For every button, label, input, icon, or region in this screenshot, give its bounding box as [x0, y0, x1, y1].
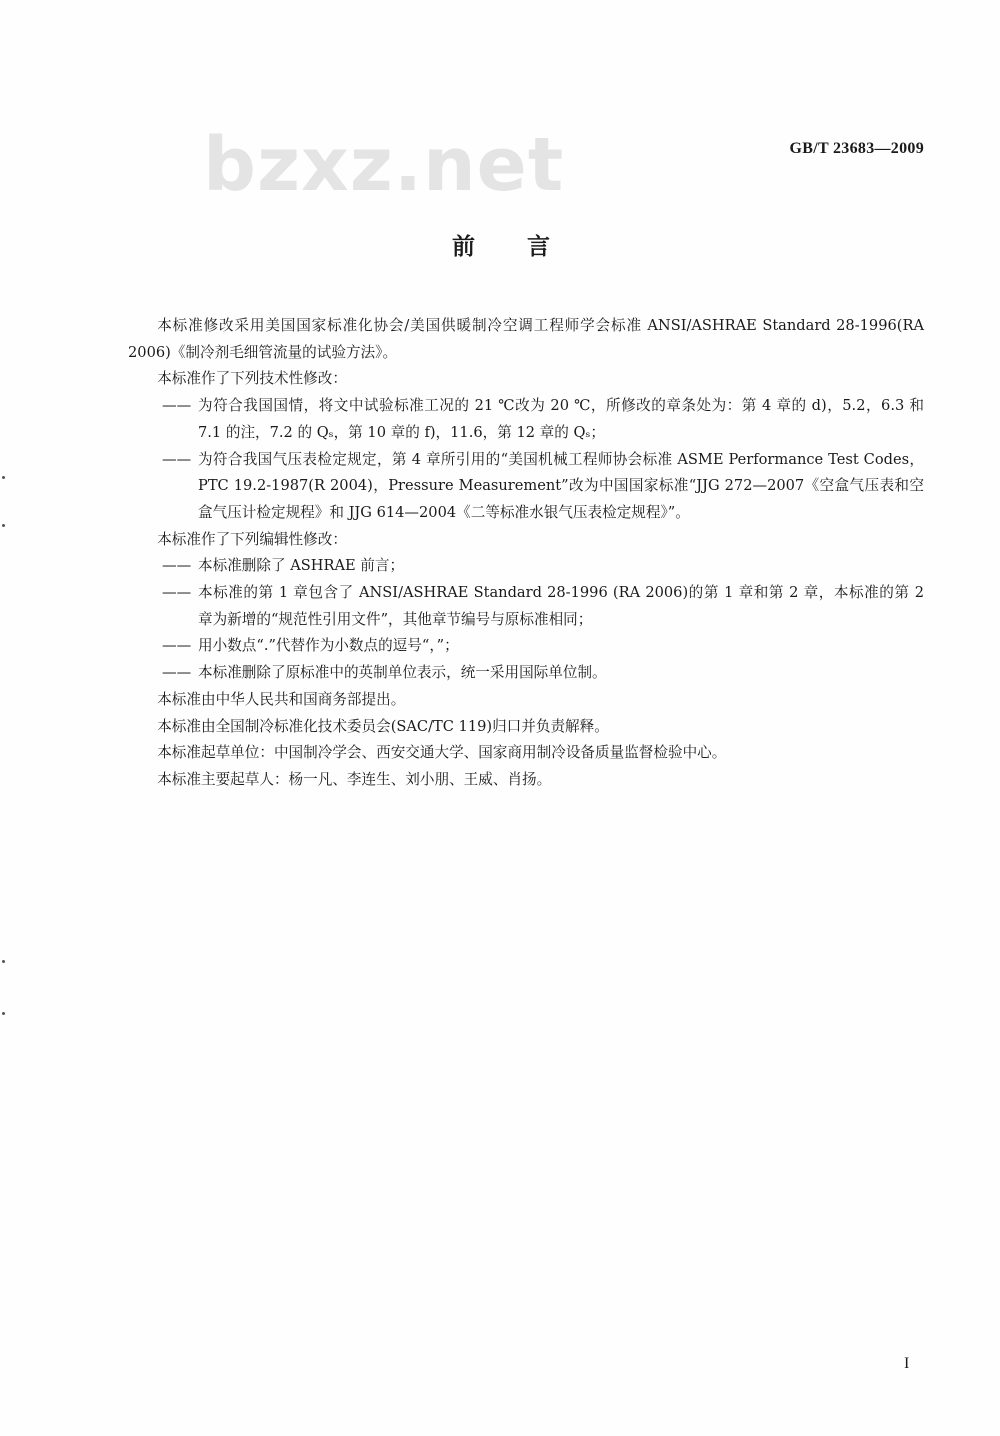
binding-mark	[2, 1012, 5, 1015]
page-title: 前言	[452, 234, 602, 260]
paragraph: 本标准主要起草人：杨一凡、李连生、刘小朋、王威、肖扬。	[157, 770, 552, 788]
list-item-text: 本标准删除了 ASHRAE 前言；	[198, 557, 405, 575]
watermark: bzxz.net	[203, 122, 565, 208]
list-item	[128, 393, 924, 446]
list-item-text: 本标准的第 1 章包含了 ANSI/ASHRAE Standard 28-1996 (RA 2006)的第 1 章和第 2 章，本标准的第 2 章为新增的“规范性引用文件”，其他章节编号与原标准相同；	[198, 584, 924, 628]
binding-mark	[2, 960, 5, 963]
paragraph: 本标准起草单位：中国制冷学会、西安交通大学、国家商用制冷设备质量监督检验中心。	[157, 744, 727, 762]
list-dash: ——	[162, 450, 192, 468]
list-dash: ——	[162, 637, 192, 655]
paragraph: 本标准由中华人民共和国商务部提出。	[157, 690, 406, 708]
foreword-body	[128, 313, 924, 794]
list-item-text: 用小数点“.”代替作为小数点的逗号“，”；	[198, 637, 459, 655]
list-dash: ——	[162, 557, 192, 575]
list-item	[128, 660, 924, 687]
paragraph: 本标准修改采用美国国家标准化协会/美国供暖制冷空调工程师学会标准 ANSI/ASHRAE Standard 28-1996(RA 2006)《制冷剂毛细管流量的试验方法》。	[128, 317, 924, 361]
list-item	[128, 553, 924, 580]
paragraph: 本标准作了下列编辑性修改：	[157, 530, 347, 548]
paragraph: 本标准由全国制冷标准化技术委员会(SAC/TC 119)归口并负责解释。	[157, 717, 609, 735]
standard-number: GB/T 23683—2009	[789, 140, 924, 157]
list-dash: ——	[162, 397, 192, 415]
list-item-text: 为符合我国气压表检定规定，第 4 章所引用的“美国机械工程师协会标准 ASME Performance Test Codes，PTC 19.2-1987(R 2004)，Pressure Measurement”改为中国国家标准“JJG 272—2007《空盒气压表和空盒气压计检定规程》和 JJG 614—2004《二等标准水银气压表检定规程》”。	[198, 450, 924, 521]
binding-mark	[2, 524, 5, 527]
list-item	[128, 580, 924, 633]
page-number: I	[904, 1355, 910, 1372]
list-item	[128, 447, 924, 527]
paragraph: 本标准作了下列技术性修改：	[157, 370, 347, 388]
list-item-text: 本标准删除了原标准中的英制单位表示，统一采用国际单位制。	[198, 664, 607, 682]
binding-mark	[2, 476, 5, 479]
list-dash: ——	[162, 664, 192, 682]
list-item	[128, 633, 924, 660]
list-dash: ——	[162, 584, 192, 602]
list-item-text: 为符合我国国情，将文中试验标准工况的 21 ℃改为 20 ℃，所修改的章条处为：第 4 章的 d)，5.2，6.3 和 7.1 的注，7.2 的 Qₛ，第 10 章的 f)，11.6，第 12 章的 Qₛ；	[198, 397, 924, 441]
